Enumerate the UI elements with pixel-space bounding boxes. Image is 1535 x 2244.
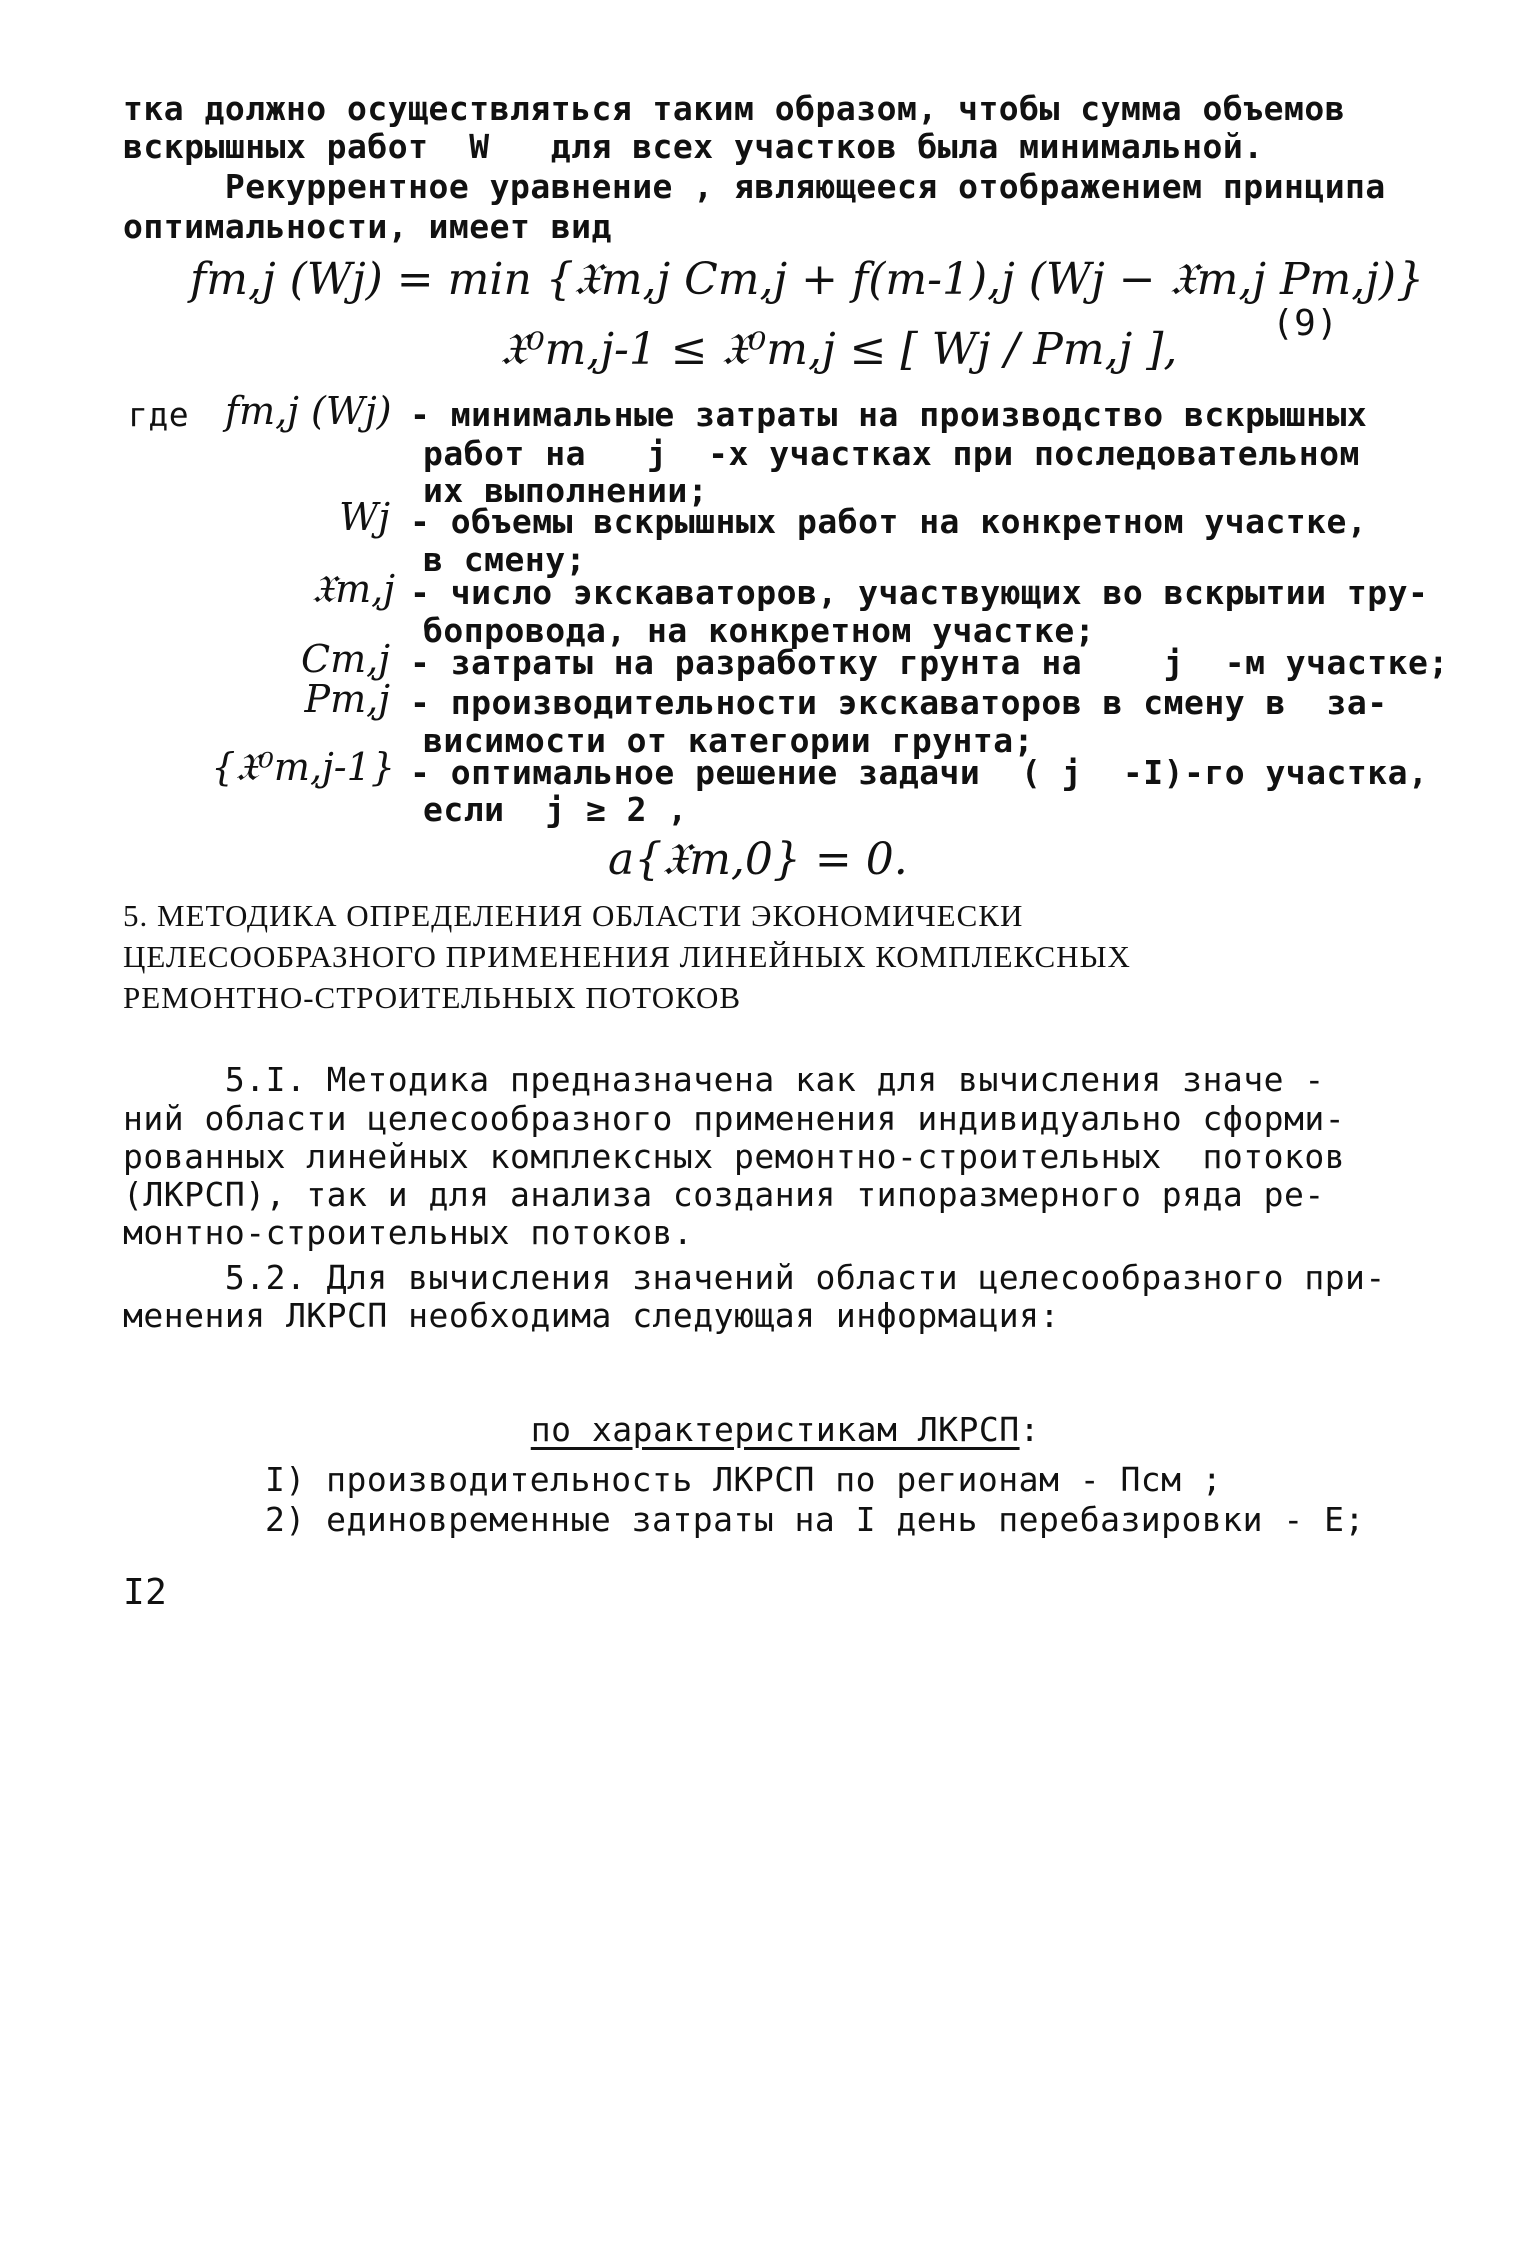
definition-text: - объемы вскрышных работ на конкретном участке,: [410, 502, 1368, 541]
text-line: тка должно осуществляться таким образом, чтобы сумма объемов: [123, 89, 1346, 128]
subheading-colon: :: [1019, 1410, 1040, 1449]
text-line: 5.2. Для вычисления значений области целесообразного при-: [123, 1258, 1386, 1297]
subheading: [490, 1380, 1040, 1449]
formula-line-1: fm,j (Wj) = min {𝔛m,j Cm,j + f(m-1),j (Wj − 𝔛m,j Pm,j)}: [190, 254, 1425, 305]
definition-text: если j ≥ 2 ,: [423, 790, 688, 829]
text-line: менения ЛКРСП необходима следующая информация:: [123, 1296, 1060, 1335]
list-item: I) производительность ЛКРСП по регионам - Пcм ;: [265, 1460, 1223, 1499]
where-label: где: [128, 395, 190, 434]
text-line: вскрышных работ W для всех участков была минимальной.: [123, 127, 1264, 166]
definition-text: - производительности экскаваторов в смену в за-: [410, 683, 1388, 722]
definition-text: в смену;: [423, 540, 586, 579]
final-formula: a{𝔛m,0} = 0.: [608, 834, 908, 885]
text-line: 5.I. Методика предназначена как для вычисления значе -: [123, 1060, 1325, 1099]
definition-symbol: 𝔛m,j: [311, 567, 395, 611]
text-line: (ЛКРСП), так и для анализа создания типоразмерного ряда ре-: [123, 1175, 1325, 1214]
text-line: ний области целесообразного применения индивидуально сформи-: [123, 1099, 1346, 1138]
definition-symbol: fm,j (Wj): [225, 389, 392, 433]
definition-text: их выполнении;: [423, 471, 709, 510]
definition-symbol: {𝔛⁰m,j-1}: [211, 745, 395, 789]
definition-text: работ на j -х участках при последовательном: [423, 434, 1360, 473]
text-line: монтно-строительных потоков.: [123, 1213, 694, 1252]
subheading-text: по характеристикам ЛКРСП: [530, 1410, 1020, 1449]
section-heading-line: ЦЕЛЕСООБРАЗНОГО ПРИМЕНЕНИЯ ЛИНЕЙНЫХ КОМПЛЕКСНЫХ: [123, 939, 1131, 974]
definition-text: висимости от категории грунта;: [423, 721, 1035, 760]
definition-text: бопровода, на конкретном участке;: [423, 611, 1096, 650]
definition-text: - минимальные затраты на производство вскрышных: [410, 395, 1368, 434]
equation-number: (9): [1272, 303, 1339, 344]
list-item: 2) единовременные затраты на I день перебазировки - Е;: [265, 1500, 1365, 1539]
definition-symbol: Pm,j: [304, 677, 390, 721]
text-line: оптимальности, имеет вид: [123, 207, 612, 246]
definition-text: - число экскаваторов, участвующих во вскрытии тру-: [410, 573, 1429, 612]
definition-symbol: Cm,j: [301, 637, 390, 681]
text-line: Рекуррентное уравнение , являющееся отображением принципа: [123, 167, 1386, 206]
text-line: рованных линейных комплексных ремонтно-строительных потоков: [123, 1137, 1346, 1176]
page-number: I2: [123, 1572, 168, 1613]
formula-line-2: 𝔛⁰m,j-1 ≤ 𝔛⁰m,j ≤ [ Wj / Pm,j ],: [500, 324, 1178, 375]
section-heading-line: 5. МЕТОДИКА ОПРЕДЕЛЕНИЯ ОБЛАСТИ ЭКОНОМИЧЕСКИ: [123, 898, 1024, 933]
section-heading-line: РЕМОНТНО-СТРОИТЕЛЬНЫХ ПОТОКОВ: [123, 980, 742, 1015]
definition-text: - затраты на разработку грунта на j -м участке;: [410, 643, 1449, 682]
definition-text: - оптимальное решение задачи ( j -I)-го участка,: [410, 753, 1429, 792]
definition-symbol: Wj: [339, 495, 390, 539]
